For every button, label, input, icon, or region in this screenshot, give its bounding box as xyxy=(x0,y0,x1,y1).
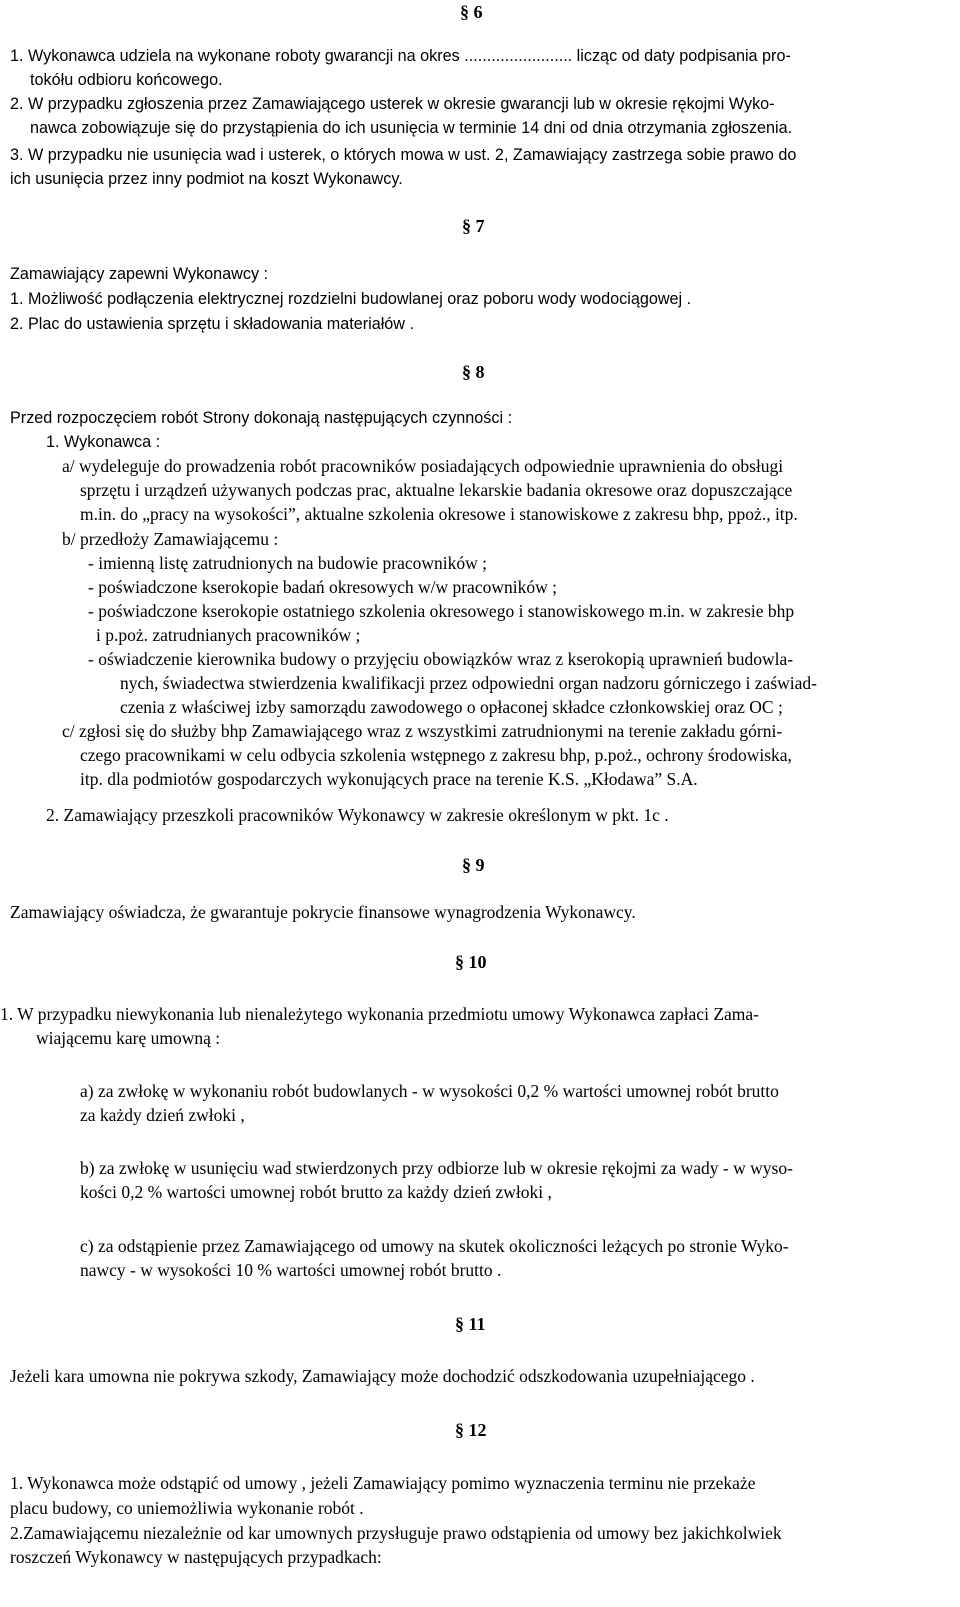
text-line: 1. Wykonawca : xyxy=(46,433,161,451)
text-line: Jeżeli kara umowna nie pokrywa szkody, Zamawiający może dochodzić odszkodowania uzupełniającego . xyxy=(10,1366,755,1386)
section-heading-10: § 10 xyxy=(455,952,487,972)
section-heading-9: § 9 xyxy=(462,855,485,875)
text-line: 2. W przypadku zgłoszenia przez Zamawiającego usterek w okresie gwarancji lub w okresie rękojmi Wyko- xyxy=(10,95,775,113)
section-heading-12: § 12 xyxy=(455,1420,487,1440)
text-line: a/ wydeleguje do prowadzenia robót pracowników posiadających odpowiednie uprawnienia do obsługi xyxy=(62,456,784,476)
section-heading-8: § 8 xyxy=(462,362,485,382)
text-line: c) za odstąpienie przez Zamawiającego od umowy na skutek okoliczności leżących po stronie Wyko- xyxy=(80,1236,789,1256)
text-line: roszczeń Wykonawcy w następujących przypadkach: xyxy=(10,1547,382,1567)
section-heading-11: § 11 xyxy=(455,1314,486,1334)
text-line: - poświadczone kserokopie ostatniego szkolenia okresowego i stanowiskowego m.in. w zakresie bhp xyxy=(88,601,795,621)
text-line: 2. Zamawiający przeszkoli pracowników Wykonawcy w zakresie określonym w pkt. 1c . xyxy=(46,805,669,825)
text-line: b/ przedłoży Zamawiającemu : xyxy=(62,529,279,549)
text-line: wiającemu karę umowną : xyxy=(36,1028,221,1048)
text-line: Zamawiający oświadcza, że gwarantuje pokrycie finansowe wynagrodzenia Wykonawcy. xyxy=(10,902,636,922)
text-line: Przed rozpoczęciem robót Strony dokonają następujących czynności : xyxy=(10,409,513,427)
text-line: itp. dla podmiotów gospodarczych wykonujących prace na terenie K.S. „Kłodawa” S.A. xyxy=(80,769,698,789)
text-line: kości 0,2 % wartości umownej robót brutto za każdy dzień zwłoki , xyxy=(80,1182,552,1202)
text-line: 1. Wykonawca udziela na wykonane roboty gwarancji na okres ........................ licząc od daty podpisania pro- xyxy=(10,47,791,65)
text-line: tokółu odbioru końcowego. xyxy=(30,71,223,89)
text-line: 2. Plac do ustawienia sprzętu i składowania materiałów . xyxy=(10,315,414,333)
section-heading-7: § 7 xyxy=(462,216,485,236)
text-line: 2.Zamawiającemu niezależnie od kar umownych przysługuje prawo odstąpienia od umowy bez jakichkolwiek xyxy=(10,1523,782,1543)
text-line: sprzętu i urządzeń używanych podczas prac, aktualne lekarskie badania okresowe oraz dopuszczające xyxy=(80,480,793,500)
text-line: nawcy - w wysokości 10 % wartości umownej robót brutto . xyxy=(80,1260,502,1280)
text-line: - imienną listę zatrudnionych na budowie pracowników ; xyxy=(88,553,487,573)
text-line: b) za zwłokę w usunięciu wad stwierdzonych przy odbiorze lub w okresie rękojmi za wady - w wyso- xyxy=(80,1158,793,1178)
text-line: nawca zobowiązuje się do przystąpienia do ich usunięcia w terminie 14 dni od dnia otrzymania zgłoszenia. xyxy=(30,119,793,137)
text-line: - poświadczone kserokopie badań okresowych w/w pracowników ; xyxy=(88,577,557,597)
text-line: a) za zwłokę w wykonaniu robót budowlanych - w wysokości 0,2 % wartości umownej robót brutto xyxy=(80,1081,779,1101)
text-line: m.in. do „pracy na wysokości”, aktualne szkolenia okresowe i stanowiskowe z zakresu bhp, ppoż., itp. xyxy=(80,504,798,524)
text-line: za każdy dzień zwłoki , xyxy=(80,1105,245,1125)
text-line: 3. W przypadku nie usunięcia wad i usterek, o których mowa w ust. 2, Zamawiający zastrzega sobie prawo do xyxy=(10,146,797,164)
text-line: c/ zgłosi się do służby bhp Zamawiającego wraz z wszystkimi zatrudnionymi na terenie zakładu górni- xyxy=(62,721,783,741)
text-line: czenia z właściwej izby samorządu zawodowego o opłaconej składce członkowskiej oraz OC ; xyxy=(120,697,783,717)
text-line: Zamawiający zapewni Wykonawcy : xyxy=(10,265,269,283)
text-line: placu budowy, co uniemożliwia wykonanie robót . xyxy=(10,1498,364,1518)
text-line: - oświadczenie kierownika budowy o przyjęciu obowiązków wraz z kserokopią uprawnień budowla- xyxy=(88,649,794,669)
text-line: ich usunięcia przez inny podmiot na koszt Wykonawcy. xyxy=(10,170,403,188)
text-line: i p.poż. zatrudnianych pracowników ; xyxy=(96,625,361,645)
text-line: nych, świadectwa stwierdzenia kwalifikacji przez odpowiedni organ nadzoru górniczego i zaświad- xyxy=(120,673,817,693)
text-line: czego pracownikami w celu odbycia szkolenia wstępnego z zakresu bhp, p.poż., ochrony środowiska, xyxy=(80,745,792,765)
text-line: 1. Możliwość podłączenia elektrycznej rozdzielni budowlanej oraz poboru wody wodociągowej . xyxy=(10,290,692,308)
section-heading-6: § 6 xyxy=(460,2,483,22)
text-line: 1. W przypadku niewykonania lub nienależytego wykonania przedmiotu umowy Wykonawca zapłaci Zama- xyxy=(0,1004,759,1024)
text-line: 1. Wykonawca może odstąpić od umowy , jeżeli Zamawiający pomimo wyznaczenia terminu nie przekaże xyxy=(10,1473,756,1493)
